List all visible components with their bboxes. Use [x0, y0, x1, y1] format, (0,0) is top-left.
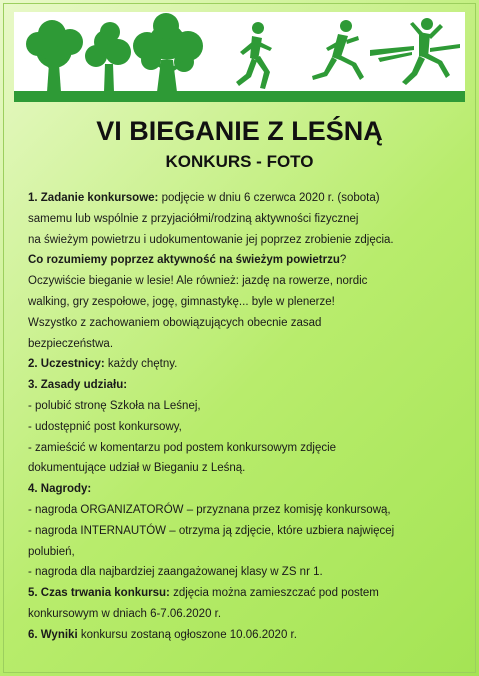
- banner-strip: [14, 91, 465, 102]
- banner-illustration: [14, 12, 465, 102]
- runner-icon: [312, 20, 364, 80]
- tree-icon: [133, 13, 203, 92]
- rules-line: polubień,: [28, 545, 75, 558]
- rules-line: konkursowym w dniach 6-7.06.2020 r.: [28, 607, 222, 620]
- rules-line: 4. Nagrody:: [28, 483, 92, 496]
- rules-line: - nagroda ORGANIZATORÓW – przyznana przez komisję konkursową,: [28, 503, 391, 516]
- rules-line: samemu lub wspólnie z przyjaciółmi/rodziną aktywności fizycznej: [28, 212, 359, 225]
- banner: [14, 12, 465, 102]
- poster-subtitle: KONKURS - FOTO: [165, 152, 314, 171]
- runner-icon: [236, 22, 272, 89]
- rules-line: walking, gry zespołowe, jogę, gimnastykę... byle w plenerze!: [28, 295, 335, 308]
- rules-line: - zamieścić w komentarzu pod postem konkursowym zdjęcie: [28, 441, 337, 454]
- rules-line: Wszystko z zachowaniem obowiązujących obecnie zasad: [28, 316, 322, 329]
- rules-line: - nagroda INTERNAUTÓW – otrzyma ją zdjęcie, które uzbiera najwięcej: [28, 524, 395, 537]
- rules-line: 1. Zadanie konkursowe: podjęcie w dniu 6 czerwca 2020 r. (sobota): [28, 192, 380, 204]
- runner-finish-icon: [370, 18, 460, 85]
- rules-line: 6. Wyniki konkursu zostaną ogłoszone 10.06.2020 r.: [28, 628, 297, 641]
- rules-line: Co rozumiemy poprzez aktywność na świeżym powietrzu?: [28, 254, 347, 267]
- rules-line: - polubić stronę Szkoła na Leśnej,: [28, 399, 201, 412]
- rules-line: 5. Czas trwania konkursu: zdjęcia można zamieszczać pod postem: [28, 587, 379, 600]
- tree-icon: [26, 20, 83, 92]
- rules-line: bezpieczeństwa.: [28, 337, 114, 350]
- rules-line: na świeżym powietrzu i udokumentowanie jej poprzez zrobienie zdjęcia.: [28, 233, 394, 246]
- tree-icon: [85, 22, 131, 92]
- rules-line: - nagroda dla najbardziej zaangażowanej klasy w ZS nr 1.: [28, 566, 323, 579]
- poster-title: VI BIEGANIE Z LEŚNĄ: [96, 116, 383, 146]
- rules-line: - udostępnić post konkursowy,: [28, 420, 182, 433]
- rules-line: 2. Uczestnicy: każdy chętny.: [28, 358, 178, 371]
- contest-rules: [28, 188, 468, 646]
- rules-line: dokumentujące udział w Bieganiu z Leśną.: [28, 462, 246, 475]
- rules-line: Oczywiście bieganie w lesie! Ale również: jazdę na rowerze, nordic: [28, 275, 368, 288]
- rules-line: 3. Zasady udziału:: [28, 379, 128, 392]
